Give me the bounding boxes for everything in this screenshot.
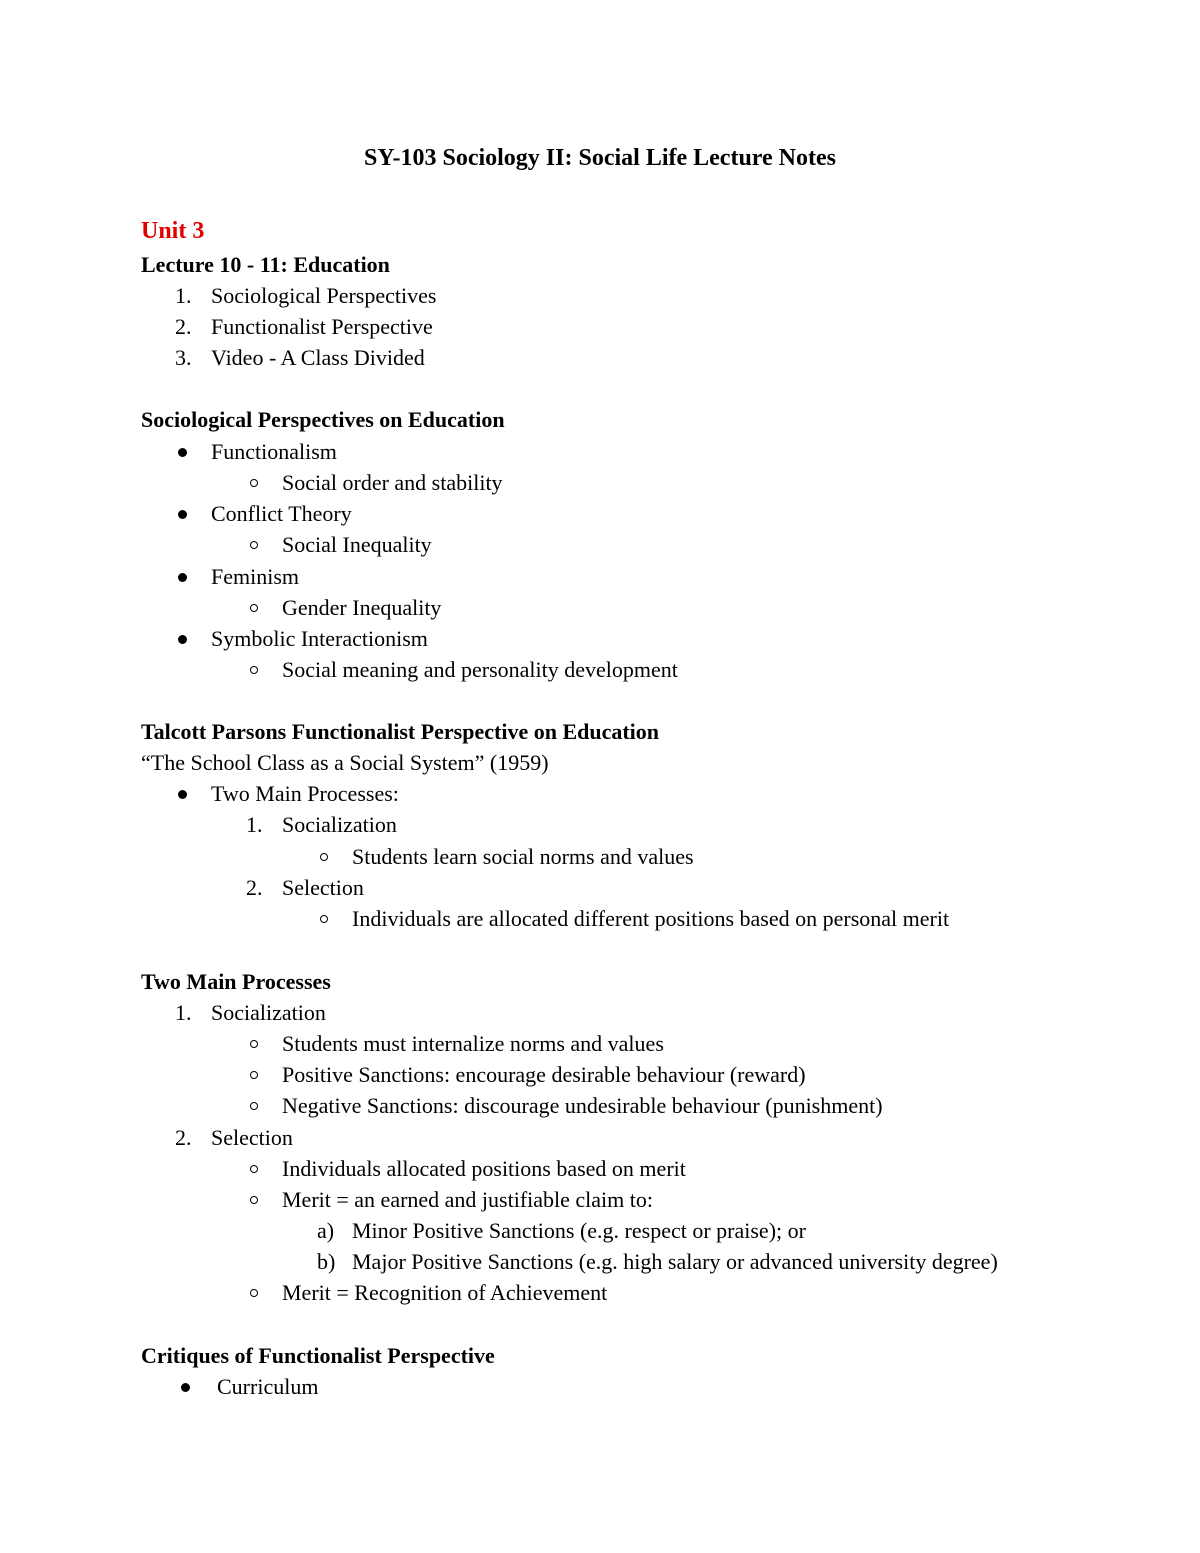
circle-bullet-icon	[250, 1289, 258, 1297]
list-subitem: Individuals are allocated different positions based on personal merit	[352, 906, 950, 931]
list-subitem: Negative Sanctions: discourage undesirable behaviour (punishment)	[282, 1093, 883, 1118]
list-marker: 2.	[175, 314, 192, 339]
circle-bullet-icon	[250, 1165, 258, 1173]
list-marker: b)	[317, 1249, 336, 1274]
list-marker: 1.	[175, 1000, 192, 1025]
list-subitem: Minor Positive Sanctions (e.g. respect or praise); or	[352, 1218, 806, 1243]
bullet-icon	[178, 635, 187, 644]
list-item: Curriculum	[217, 1374, 319, 1399]
list-subitem: Merit = Recognition of Achievement	[282, 1280, 608, 1305]
list-subitem: Social order and stability	[282, 470, 503, 495]
circle-bullet-icon	[250, 1196, 258, 1204]
circle-bullet-icon	[250, 541, 258, 549]
list-subitem: Socialization	[282, 812, 397, 837]
list-item: Two Main Processes:	[211, 781, 399, 806]
list-subitem: Social Inequality	[282, 532, 432, 557]
bullet-icon	[178, 790, 187, 799]
bullet-icon	[181, 1383, 190, 1392]
list-subitem: Individuals allocated positions based on merit	[282, 1156, 686, 1181]
document-title: SY-103 Sociology II: Social Life Lecture Notes	[364, 145, 836, 171]
list-subitem: Selection	[282, 875, 364, 900]
list-subitem: Major Positive Sanctions (e.g. high salary or advanced university degree)	[352, 1249, 998, 1274]
list-subitem: Students must internalize norms and values	[282, 1031, 664, 1056]
list-marker: a)	[317, 1218, 335, 1243]
bullet-icon	[178, 448, 187, 457]
list-item: Symbolic Interactionism	[211, 626, 428, 651]
list-item: Video - A Class Divided	[211, 345, 425, 370]
list-subitem: Gender Inequality	[282, 595, 442, 620]
circle-bullet-icon	[250, 1040, 258, 1048]
section-heading: Critiques of Functionalist Perspective	[141, 1343, 495, 1368]
list-item: Sociological Perspectives	[211, 283, 437, 308]
list-subitem: Positive Sanctions: encourage desirable behaviour (reward)	[282, 1062, 806, 1087]
list-item: Selection	[211, 1125, 293, 1150]
circle-bullet-icon	[250, 1102, 258, 1110]
list-marker: 3.	[175, 345, 192, 370]
circle-bullet-icon	[250, 1071, 258, 1079]
section-heading: Two Main Processes	[141, 969, 331, 994]
list-item: Conflict Theory	[211, 501, 352, 526]
list-subitem: Merit = an earned and justifiable claim to:	[282, 1187, 654, 1212]
lecture-heading: Lecture 10 - 11: Education	[141, 252, 390, 277]
list-marker: 1.	[246, 812, 263, 837]
list-marker: 1.	[175, 283, 192, 308]
list-item: Feminism	[211, 564, 300, 589]
list-marker: 2.	[175, 1125, 192, 1150]
list-marker: 2.	[246, 875, 263, 900]
circle-bullet-icon	[320, 915, 328, 923]
list-subitem: Students learn social norms and values	[352, 844, 694, 869]
section-heading: Sociological Perspectives on Education	[141, 407, 505, 432]
circle-bullet-icon	[320, 853, 328, 861]
circle-bullet-icon	[250, 604, 258, 612]
bullet-icon	[178, 510, 187, 519]
section-heading: Talcott Parsons Functionalist Perspective on Education	[141, 719, 660, 744]
unit-heading: Unit 3	[141, 218, 205, 244]
circle-bullet-icon	[250, 666, 258, 674]
list-item: Functionalist Perspective	[211, 314, 433, 339]
list-item: Functionalism	[211, 439, 337, 464]
circle-bullet-icon	[250, 479, 258, 487]
bullet-icon	[178, 573, 187, 582]
list-item: Socialization	[211, 1000, 326, 1025]
list-subitem: Social meaning and personality development	[282, 657, 678, 682]
quote-line: “The School Class as a Social System” (1959)	[141, 750, 549, 775]
